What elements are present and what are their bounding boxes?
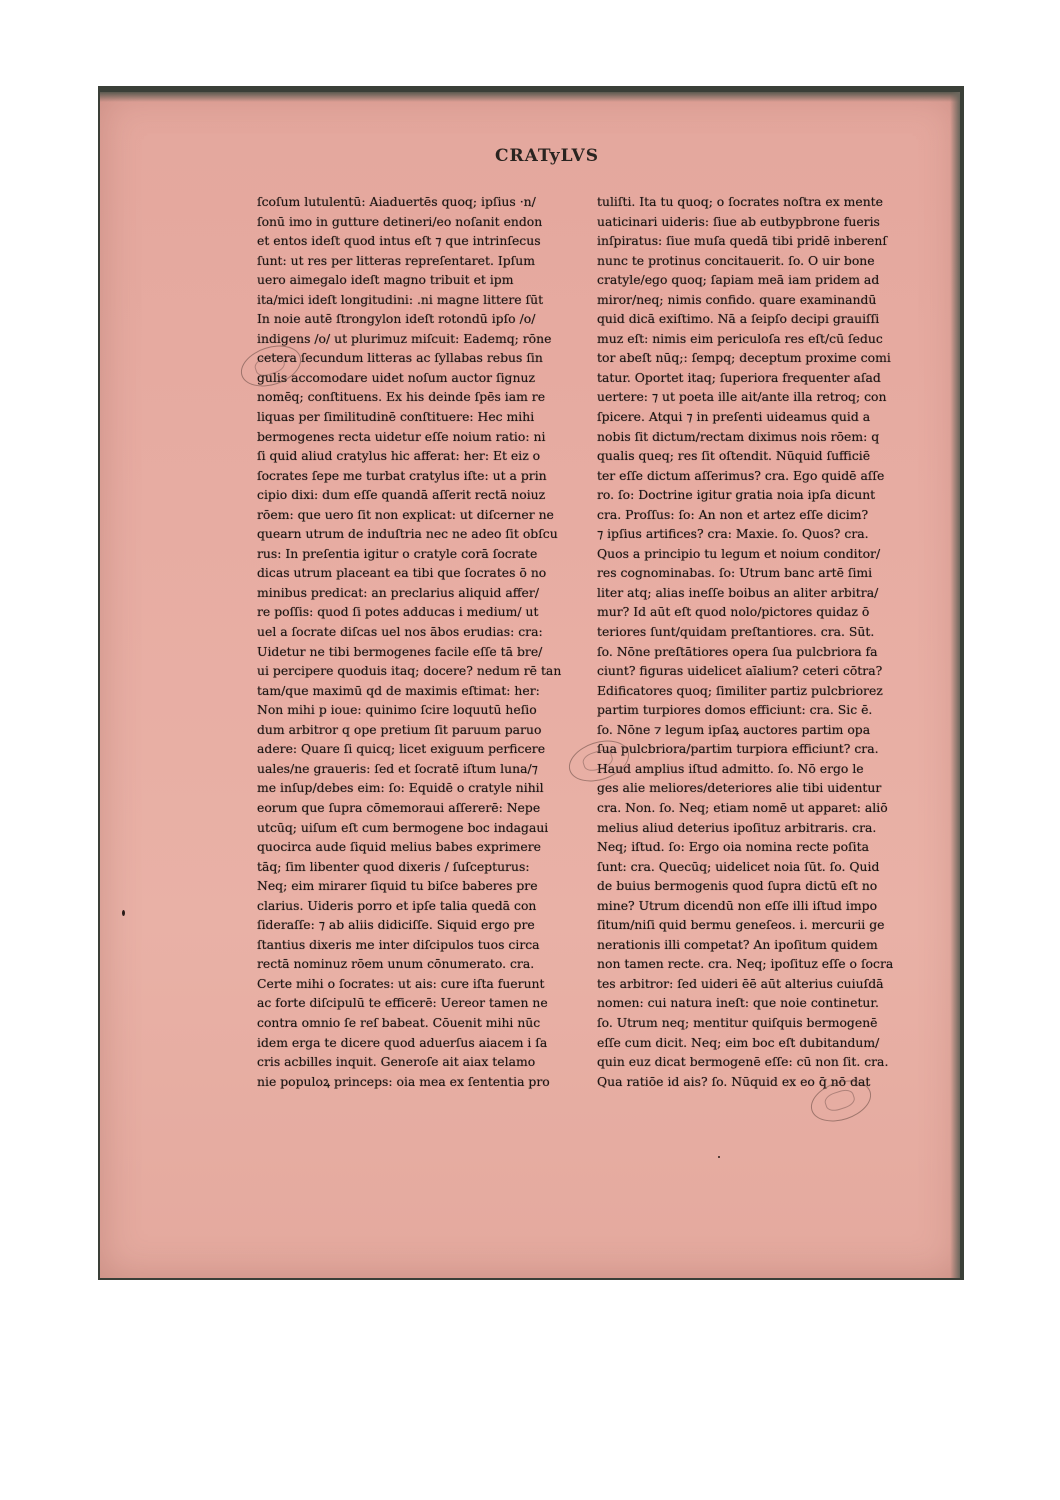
text-line: In noie autē ſtrongylon ideſt rotondū ipſo /o/ — [257, 311, 536, 327]
text-line: ciunt? figuras uidelicet aīalium? ceteri cōtra? — [597, 663, 883, 679]
text-line: ro. ſo: Doctrine igitur gratia noia ipſa dicunt — [597, 487, 876, 503]
text-line: inſpiratus: ſiue muſa quedā tibi pridē inberenſ — [597, 233, 887, 249]
text-line: ſocrates ſepe me turbat cratylus iſte: ut a prin — [257, 467, 547, 483]
text-line: tam/que maximū qd de maximis eſtimat: her: — [257, 682, 540, 698]
text-line: et entos ideſt quod intus eſt ⁊ que intrinſecus — [257, 233, 541, 249]
text-line: Neq; eim mirarer ſiquid tu biſce baberes pre — [257, 878, 538, 894]
text-line: dum arbitror q ope pretium ſit paruum paruo — [257, 721, 542, 737]
text-line: Edificatores quoq; ſimiliter partiz pulcbriorez — [597, 682, 883, 698]
text-line: quearn utrum de induſtria nec ne adeo ſit obſcu — [257, 526, 558, 542]
text-line: tes arbitror: ſed uideri ēē aūt alterius cuiuſdā — [597, 975, 884, 991]
text-line: indigens /o/ ut plurimuz miſcuit: Eademq; rōne — [257, 330, 552, 346]
right-text-column — [597, 192, 907, 1091]
text-line: teriores ſunt/quidam preſtantiores. cra. Sūt. — [597, 624, 875, 640]
text-line: nomēq; conſtituens. Ex his deinde ſpēs iam re — [257, 389, 546, 405]
text-line: idem erga te dicere quod aduerſus aiacem i ſa — [257, 1034, 548, 1050]
text-line: eorum que ſupra cōmemoraui aſſererē: Nepe — [257, 799, 541, 815]
text-line: qualis queq; res ſit oſtendit. Nūquid ſufficiē — [597, 448, 871, 464]
text-line: ter eſſe dictum aſſerimus? cra. Ego quidē aſſe — [597, 467, 885, 483]
text-line: ſcoſum lutulentū: Aiaduertēs quoq; ipſius ·n/ — [257, 194, 536, 209]
text-line: ſo. Nōne preſtātiores opera ſua pulcbriora fa — [597, 643, 878, 659]
running-head: CRATyLVS — [495, 146, 599, 166]
text-line: ges alie meliores/deteriores alie tibi uidentur — [597, 780, 882, 796]
text-line: muz eſt: nimis eim periculoſa res eſt/cū ſeduc — [597, 330, 883, 346]
text-line: gulis accomodare uidet noſum auctor ſignuz — [257, 369, 535, 385]
text-line: ſo. Utrum neq; mentitur quiſquis bermogenē — [597, 1014, 878, 1030]
text-line: rectā nominuz rōem unum cōnumerato. cra. — [257, 956, 535, 972]
ink-speck — [122, 910, 125, 916]
text-line: uales/ne graueris: ſed et ſocratē iſtum luna/⁊ — [257, 760, 538, 776]
text-line: re poſſis: quod ſi potes adducas i medium/ ut — [257, 604, 539, 620]
text-line: partim turpiores domos efficiunt: cra. Sic ē. — [597, 702, 873, 718]
text-line: ſideraſſe: ⁊ ab aliis didiciſſe. Siquid ergo pre — [257, 917, 535, 933]
text-line: cris acbilles inquit. Generoſe ait aiax telamo — [257, 1054, 536, 1070]
text-line: tuliſti. Ita tu quoq; o ſocrates noſtra ex mente — [597, 194, 883, 209]
text-line: rōem: que uero ſit non explicat: ut diſcerner ne — [257, 506, 554, 522]
text-line: uero aimegalo ideſt magno tribuit et ipm — [257, 272, 514, 288]
text-line: cratyle/ego quoq; ſapiam meā iam pridem ad — [597, 272, 880, 288]
text-line: clarius. Uideris porro et ipſe talia quedā con — [257, 897, 537, 913]
text-line: utcūq; uiſum eſt cum bermogene boc indagaui — [257, 819, 549, 835]
text-line: nerationis illi competat? An ipoſitum quidem — [597, 936, 878, 952]
text-line: ſitum/niſi quid bermu geneſeos. i. mercurii ge — [597, 917, 885, 933]
text-line: Qua ratiōe id ais? ſo. Nūquid ex eo q̄ nō dat — [597, 1073, 871, 1089]
text-line: adere: Quare ſi quicq; licet exiguum perficere — [257, 741, 546, 757]
text-line: minibus predicat: an preclarius aliquid affer/ — [257, 584, 539, 600]
text-line: Non mihi p ioue: quinimo ſcire loquutū heſio — [257, 702, 537, 718]
text-line: cra. Proſſus: ſo: An non et artez eſſe dicim? — [597, 506, 869, 522]
text-line: uaticinari uideris: ſiue ab eutbypbrone fueris — [597, 213, 880, 229]
text-line: ita/mici ideſt longitudini: .ni magne littere ſūt — [257, 291, 544, 307]
text-line: tor abeſt nūq;: ſempq; deceptum proxime comi — [597, 350, 891, 366]
text-line: tāq; ſim libenter quod dixeris / ſuſcepturus: — [257, 858, 530, 874]
text-line: ſunt: ut res per litteras repreſentaret. Ipſum — [257, 252, 536, 268]
text-line: ſpicere. Atqui ⁊ in preſenti uideamus quid a — [597, 409, 871, 425]
text-line: dicas utrum placeant ea tibi que ſocrates ō no — [257, 565, 547, 581]
text-line: res cognominabas. ſo: Utrum banc artē ſimi — [597, 565, 873, 581]
text-line: Neq; iſtud. ſo: Ergo oia nomina recte poſita — [597, 839, 869, 855]
text-line: bermogenes recta uidetur eſſe noium ratio: ni — [257, 428, 546, 444]
text-line: miror/neq; nimis confido. quare examinandū — [597, 291, 877, 307]
text-line: Haud amplius iſtud admitto. ſo. Nō ergo le — [597, 760, 864, 776]
text-line: uel a ſocrate diſcas uel nos ābos erudias: cra: — [257, 624, 543, 640]
text-line: ⁊ ipſius artifices? cra: Maxie. ſo. Quos? cra. — [597, 526, 869, 542]
text-line: ſtantius dixeris me inter diſcipulos tuos circa — [257, 936, 540, 952]
text-line: de buius bermogenis quod ſupra dictū eſt no — [597, 878, 878, 894]
left-text-column — [257, 192, 567, 1091]
text-line: quocirca aude ſiquid melius babes exprimere — [257, 839, 541, 855]
text-line: me inſup/debes eim: ſo: Equidē o cratyle nihil — [257, 780, 544, 796]
text-line: mur? Id aūt eſt quod nolo/pictores quidaz ō — [597, 604, 870, 620]
text-line: nie populoꝝ princeps: oia mea ex ſententia pro — [257, 1073, 550, 1089]
text-line: cetera ſecundum litteras ac ſyllabas rebus ſin — [257, 350, 543, 366]
text-line: non tamen recte. cra. Neq; ipoſituz eſſe o ſocra — [597, 956, 894, 972]
printed-page — [100, 92, 960, 1278]
text-line: liquas per ſimilitudinē conſtituere: Hec mihi — [257, 409, 535, 425]
text-line: cipio dixi: dum eſſe quandā aſſerit rectā noiuz — [257, 487, 546, 503]
text-line: mine? Utrum dicendū non eſſe illi iſtud impo — [597, 897, 878, 913]
text-line: Certe mihi o ſocrates: ut ais: cure iſta fuerunt — [257, 975, 545, 991]
text-line: ui percipere quoduis itaq; docere? nedum rē tan — [257, 663, 562, 679]
text-line: Uidetur ne tibi bermogenes facile eſſe tā bre/ — [257, 643, 543, 659]
text-line: ac forte diſcipulū te efficerē: Uereor tamen ne — [257, 995, 548, 1011]
text-line: quid dicā exiſtimo. Nā a ſeipſo decipi grauiſſi — [597, 311, 880, 327]
text-line: ſonū imo in gutture detineri/eo noſanit endon — [257, 213, 543, 229]
text-line: quin euz dicat bermogenē eſſe: cū non ſit. cra. — [597, 1054, 889, 1070]
text-line: tatur. Oportet itaq; ſuperiora frequenter aſad — [597, 369, 881, 385]
text-line: contra omnio ſe reſ babeat. Cōuenit mihi nūc — [257, 1014, 541, 1030]
text-line: ſunt: cra. Quecūq; uidelicet noia ſūt. ſo. Quid — [597, 858, 880, 874]
text-line: liter atq; alias ineſſe boibus an aliter arbitra/ — [597, 584, 879, 600]
text-line: Quos a principio tu legum et noium conditor/ — [597, 545, 881, 561]
text-line: cra. Non. ſo. Neq; etiam nomē ut apparet: aliō — [597, 799, 888, 815]
ink-speck — [718, 1156, 720, 1158]
text-line: melius aliud deterius ipoſituz arbitraris. cra. — [597, 819, 877, 835]
text-line: nobis ſit dictum/rectam diximus nois rōem: q — [597, 428, 880, 444]
text-line: nomen: cui natura ineſt: que noie continetur. — [597, 995, 879, 1011]
text-line: ſo. Nōne ⁊ legum ipſaꝝ auctores partim opa — [597, 721, 871, 737]
text-line: nunc te protinus concitauerit. ſo. O uir bone — [597, 252, 875, 268]
text-line: eſſe cum dicit. Neq; eim boc eſt dubitandum/ — [597, 1034, 880, 1050]
text-line: ſi quid aliud cratylus hic afferat: her: Et eiz o — [257, 448, 541, 464]
text-line: ſua pulcbriora/partim turpiora efficiunt? cra. — [597, 741, 879, 757]
text-line: uertere: ⁊ ut poeta ille ait/ante illa retroq; con — [597, 389, 887, 405]
text-line: rus: In preſentia igitur o cratyle corā ſocrate — [257, 545, 538, 561]
